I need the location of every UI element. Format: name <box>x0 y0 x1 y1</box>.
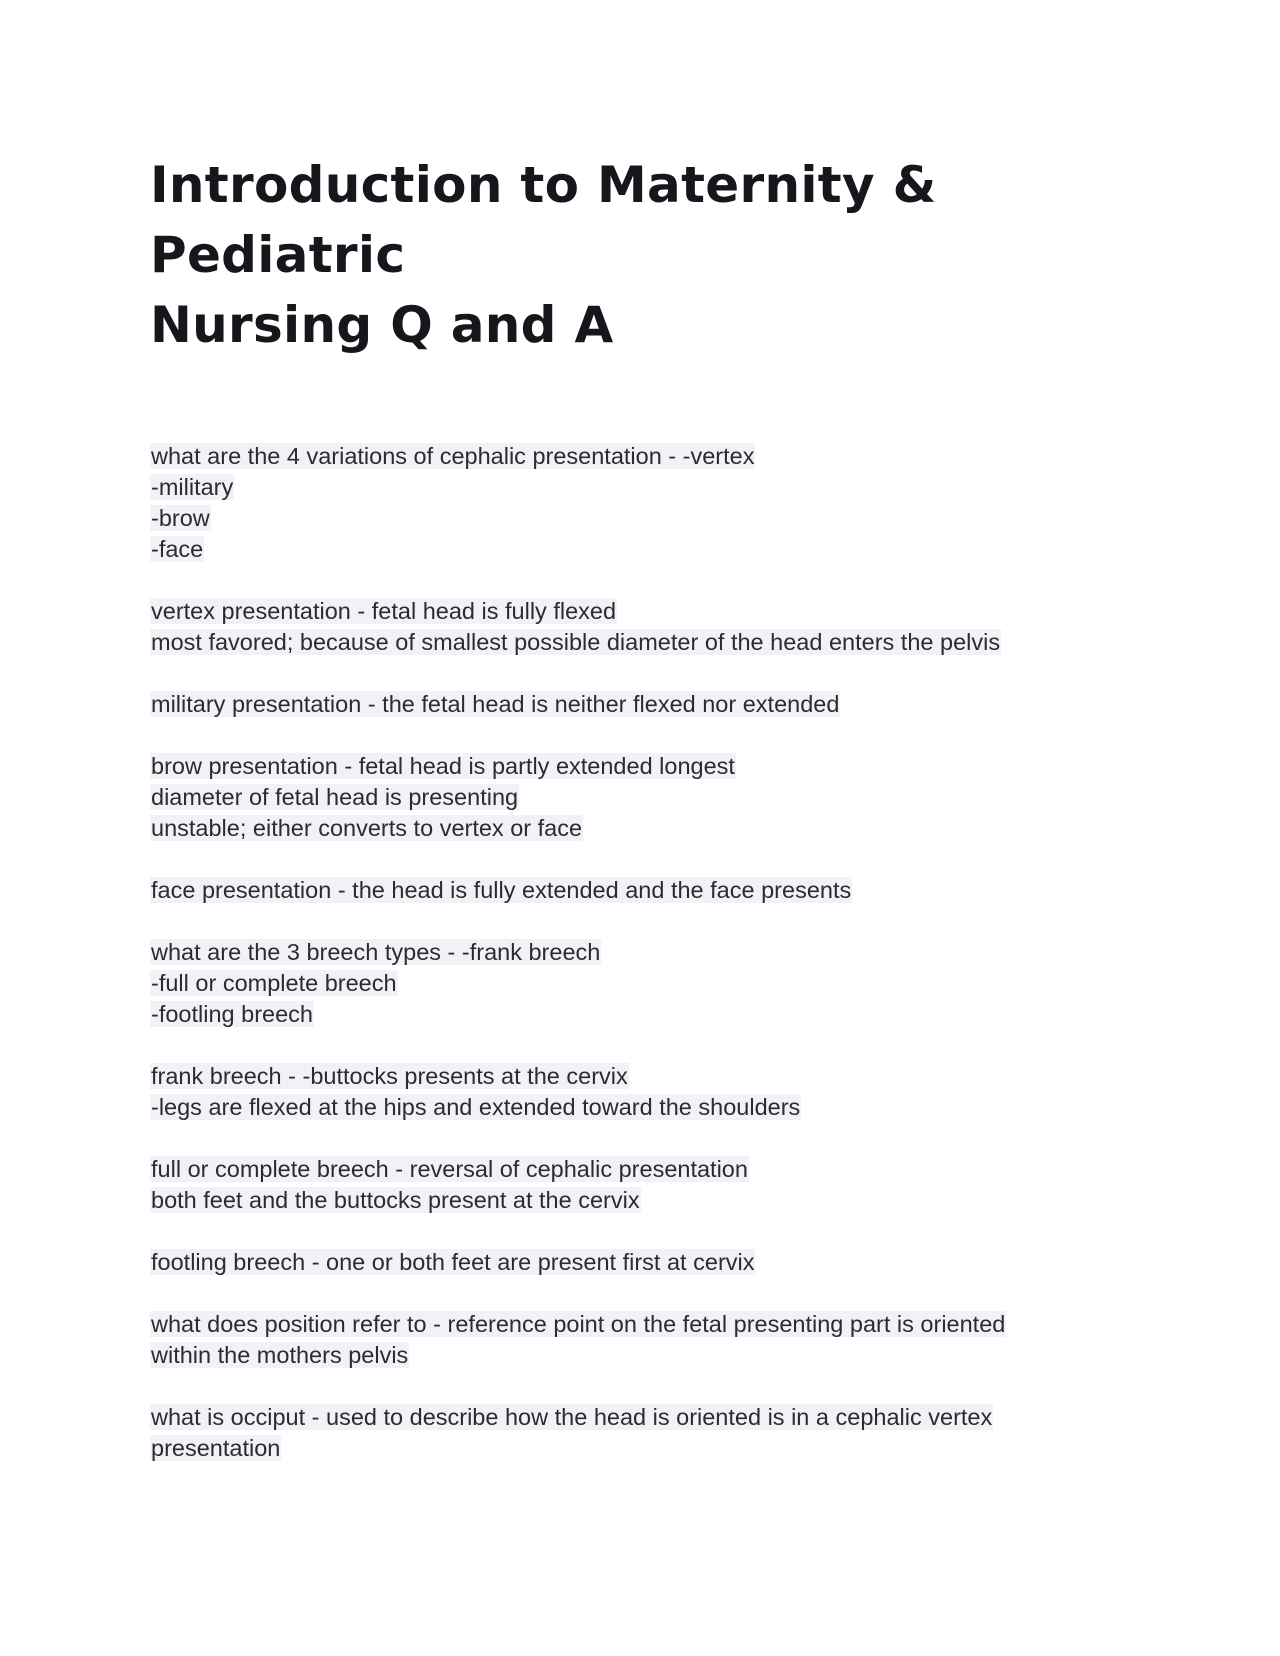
qa-line <box>150 968 1130 999</box>
qa-item <box>150 1309 1130 1371</box>
qa-line-text: unstable; either converts to vertex or face <box>151 815 583 841</box>
qa-item <box>150 1154 1130 1216</box>
qa-line <box>150 1433 1130 1464</box>
qa-line-text: -full or complete breech <box>151 970 397 996</box>
qa-line <box>150 999 1130 1030</box>
qa-line <box>150 1402 1130 1433</box>
qa-line-text: both feet and the buttocks present at the cervix <box>151 1187 640 1213</box>
qa-line <box>150 1247 1130 1278</box>
qa-line <box>150 1154 1130 1185</box>
qa-line-text: diameter of fetal head is presenting <box>151 784 519 810</box>
qa-line-text: vertex presentation - fetal head is fully flexed <box>151 598 617 624</box>
qa-line-text: brow presentation - fetal head is partly extended longest <box>151 753 735 779</box>
qa-item <box>150 751 1130 844</box>
qa-line <box>150 441 1130 472</box>
qa-item <box>150 937 1130 1030</box>
qa-item <box>150 596 1130 658</box>
qa-line-text: -footling breech <box>151 1001 313 1027</box>
qa-item <box>150 1402 1130 1464</box>
qa-line <box>150 534 1130 565</box>
title-line-1: Introduction to Maternity & Pediatric <box>150 156 937 284</box>
qa-line <box>150 503 1130 534</box>
qa-line <box>150 751 1130 782</box>
qa-line <box>150 813 1130 844</box>
qa-line <box>150 1185 1130 1216</box>
qa-item <box>150 441 1130 565</box>
qa-line <box>150 596 1130 627</box>
qa-line <box>150 937 1130 968</box>
qa-line <box>150 782 1130 813</box>
qa-line-text: full or complete breech - reversal of cephalic presentation <box>151 1156 748 1182</box>
qa-line-text: frank breech - -buttocks presents at the cervix <box>151 1063 628 1089</box>
qa-line-text: military presentation - the fetal head is neither flexed nor extended <box>151 691 840 717</box>
qa-line-text: -brow <box>151 505 210 531</box>
qa-list <box>150 441 1130 1495</box>
qa-line-text: within the mothers pelvis <box>151 1342 409 1368</box>
qa-item <box>150 875 1130 906</box>
qa-line <box>150 875 1130 906</box>
qa-line-text: what does position refer to - reference point on the fetal presenting part is oriented <box>151 1311 1006 1337</box>
qa-line <box>150 1092 1130 1123</box>
qa-line-text: -face <box>151 536 204 562</box>
qa-line <box>150 1309 1130 1340</box>
qa-item <box>150 689 1130 720</box>
qa-line <box>150 627 1130 658</box>
document-title <box>150 150 1110 360</box>
qa-item <box>150 1247 1130 1278</box>
qa-line-text: most favored; because of smallest possible diameter of the head enters the pelvis <box>151 629 1001 655</box>
qa-line-text: what are the 4 variations of cephalic presentation - -vertex <box>151 443 755 469</box>
qa-line-text: face presentation - the head is fully extended and the face presents <box>151 877 852 903</box>
qa-line <box>150 1061 1130 1092</box>
qa-line <box>150 1340 1130 1371</box>
qa-line-text: presentation <box>151 1435 281 1461</box>
title-line-2: Nursing Q and A <box>150 296 614 354</box>
qa-line <box>150 689 1130 720</box>
qa-line-text: -military <box>151 474 234 500</box>
qa-line-text: what is occiput - used to describe how the head is oriented is in a cephalic vertex <box>151 1404 993 1430</box>
qa-line-text: -legs are flexed at the hips and extended toward the shoulders <box>151 1094 801 1120</box>
qa-line <box>150 472 1130 503</box>
qa-line-text: footling breech - one or both feet are present first at cervix <box>151 1249 755 1275</box>
qa-item <box>150 1061 1130 1123</box>
qa-line-text: what are the 3 breech types - -frank breech <box>151 939 601 965</box>
